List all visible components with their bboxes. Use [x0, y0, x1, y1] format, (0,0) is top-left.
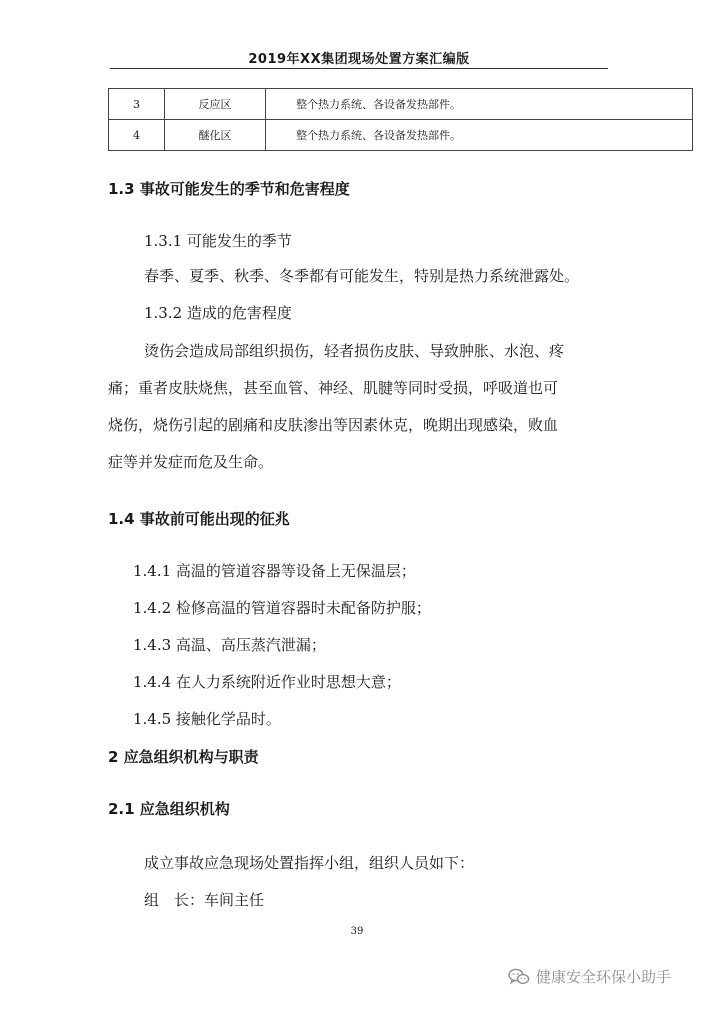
table-cell-area: 醚化区: [165, 120, 266, 151]
list-item: 1.4.4 在人力系统附近作业时思想大意；: [133, 673, 401, 691]
paragraph-leader: 组 长：车间主任: [144, 891, 265, 909]
table-row: [109, 89, 693, 120]
wechat-icon: [508, 968, 530, 986]
table-cell-area: 反应区: [165, 89, 266, 120]
paragraph-season: 春季、夏季、秋季、冬季都有可能发生，特别是热力系统泄露处。: [144, 267, 580, 285]
page-number: 39: [350, 926, 364, 937]
paragraph-hazard-line: 症等并发症而危及生命。: [108, 453, 274, 471]
section-heading-1-4: 1.4 事故前可能出现的征兆: [108, 510, 290, 528]
paragraph-org-intro: 成立事故应急现场处置指挥小组，组织人员如下：: [144, 854, 475, 872]
table-cell-desc: 整个热力系统、各设备发热部件。: [266, 89, 693, 120]
risk-area-table: [108, 88, 693, 151]
section-heading-2-1: 2.1 应急组织机构: [108, 800, 230, 818]
paragraph-hazard-line: 烫伤会造成局部组织损伤，轻者损伤皮肤、导致肿胀、水泡、疼: [144, 342, 565, 360]
subheading-1-3-1: 1.3.1 可能发生的季节: [144, 232, 292, 250]
paragraph-hazard-line: 痛；重者皮肤烧焦，甚至血管、神经、肌腱等同时受损，呼吸道也可: [108, 379, 559, 397]
list-item: 1.4.1 高温的管道容器等设备上无保温层；: [133, 562, 416, 580]
table-cell-no: 4: [109, 120, 165, 151]
table-row: [109, 120, 693, 151]
section-heading-2: 2 应急组织机构与职责: [108, 748, 259, 766]
header-divider: [110, 68, 608, 69]
list-item: 1.4.5 接触化学品时。: [133, 710, 281, 728]
list-item: 1.4.3 高温、高压蒸汽泄漏；: [133, 636, 326, 654]
table-cell-no: 3: [109, 89, 165, 120]
table-cell-desc: 整个热力系统、各设备发热部件。: [266, 120, 693, 151]
watermark: [508, 966, 671, 987]
subheading-1-3-2: 1.3.2 造成的危害程度: [144, 304, 292, 322]
section-heading-1-3: 1.3 事故可能发生的季节和危害程度: [108, 180, 350, 198]
list-item: 1.4.2 检修高温的管道容器时未配备防护服；: [133, 599, 431, 617]
paragraph-hazard-line: 烧伤，烧伤引起的剧痛和皮肤渗出等因素休克，晚期出现感染，败血: [108, 416, 559, 434]
watermark-text: 健康安全环保小助手: [536, 968, 672, 986]
page-header: 2019年XX集团现场处置方案汇编版: [248, 52, 470, 67]
